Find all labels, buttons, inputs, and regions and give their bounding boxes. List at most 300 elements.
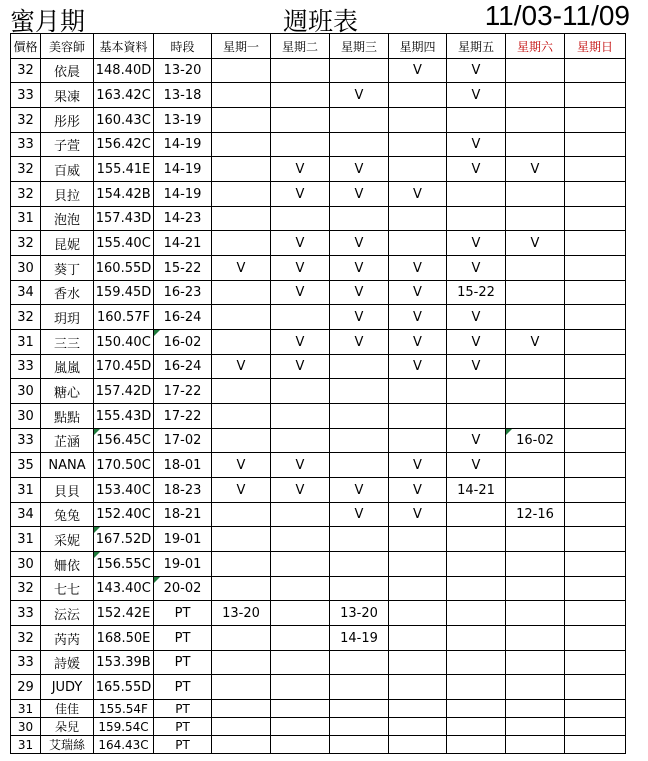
cell-sat bbox=[506, 453, 565, 478]
cell-price: 33 bbox=[11, 601, 41, 626]
cell-profile: 150.40C bbox=[94, 330, 154, 355]
table-row bbox=[11, 700, 626, 718]
cell-sun bbox=[565, 379, 626, 404]
cell-thu bbox=[389, 718, 447, 736]
cell-fri bbox=[447, 527, 506, 552]
cell-shift: 16-23 bbox=[154, 281, 212, 305]
table-row bbox=[11, 182, 626, 207]
cell-profile: 157.43D bbox=[94, 207, 154, 231]
table-row bbox=[11, 552, 626, 577]
cell-shift: 16-24 bbox=[154, 355, 212, 379]
cell-stylist: 香水 bbox=[41, 281, 94, 305]
cell-stylist: 果凍 bbox=[41, 83, 94, 108]
cell-shift: 14-21 bbox=[154, 231, 212, 256]
cell-stylist: 葵丁 bbox=[41, 256, 94, 281]
cell-tue bbox=[271, 651, 330, 675]
cell-stylist: 三三 bbox=[41, 330, 94, 355]
cell-sat bbox=[506, 355, 565, 379]
cell-mon bbox=[212, 651, 271, 675]
cell-mon bbox=[212, 527, 271, 552]
cell-wed: V bbox=[330, 330, 389, 355]
cell-fri: V bbox=[447, 453, 506, 478]
cell-thu bbox=[389, 700, 447, 718]
cell-profile: 170.45D bbox=[94, 355, 154, 379]
cell-wed: V bbox=[330, 281, 389, 305]
column-header-tue: 星期二 bbox=[271, 34, 330, 59]
cell-wed bbox=[330, 404, 389, 429]
cell-price: 32 bbox=[11, 305, 41, 330]
cell-price: 30 bbox=[11, 552, 41, 577]
cell-stylist: 兔兔 bbox=[41, 503, 94, 527]
cell-thu bbox=[389, 626, 447, 651]
cell-stylist: 昆妮 bbox=[41, 231, 94, 256]
cell-sun bbox=[565, 552, 626, 577]
cell-mon bbox=[212, 577, 271, 601]
cell-fri bbox=[447, 577, 506, 601]
cell-price: 30 bbox=[11, 404, 41, 429]
cell-tue: V bbox=[271, 157, 330, 182]
cell-mon: 13-20 bbox=[212, 601, 271, 626]
cell-tue bbox=[271, 503, 330, 527]
cell-tue bbox=[271, 577, 330, 601]
cell-mon bbox=[212, 133, 271, 157]
cell-tue bbox=[271, 675, 330, 700]
cell-profile: 153.40C bbox=[94, 478, 154, 503]
cell-price: 32 bbox=[11, 157, 41, 182]
cell-price: 33 bbox=[11, 651, 41, 675]
cell-thu: V bbox=[389, 478, 447, 503]
cell-fri: 14-21 bbox=[447, 478, 506, 503]
cell-shift: 17-22 bbox=[154, 379, 212, 404]
cell-stylist: 糖心 bbox=[41, 379, 94, 404]
cell-sat bbox=[506, 59, 565, 83]
cell-profile: 155.41E bbox=[94, 157, 154, 182]
cell-fri: V bbox=[447, 429, 506, 453]
cell-tue: V bbox=[271, 453, 330, 478]
cell-stylist: 彤彤 bbox=[41, 108, 94, 133]
cell-stylist: JUDY bbox=[41, 675, 94, 700]
column-header-sat: 星期六 bbox=[506, 34, 565, 59]
cell-profile: 155.54F bbox=[94, 700, 154, 718]
cell-mon: V bbox=[212, 355, 271, 379]
table-row bbox=[11, 718, 626, 736]
cell-shift: 18-21 bbox=[154, 503, 212, 527]
cell-sun bbox=[565, 651, 626, 675]
cell-sun bbox=[565, 83, 626, 108]
cell-thu bbox=[389, 429, 447, 453]
cell-sun bbox=[565, 305, 626, 330]
cell-stylist: 佳佳 bbox=[41, 700, 94, 718]
cell-fri bbox=[447, 182, 506, 207]
cell-thu bbox=[389, 83, 447, 108]
cell-mon bbox=[212, 552, 271, 577]
cell-sun bbox=[565, 626, 626, 651]
cell-profile: 165.55D bbox=[94, 675, 154, 700]
cell-mon bbox=[212, 718, 271, 736]
cell-sun bbox=[565, 207, 626, 231]
column-header-stylist: 美容師 bbox=[41, 34, 94, 59]
cell-wed: V bbox=[330, 157, 389, 182]
cell-shift: 15-22 bbox=[154, 256, 212, 281]
cell-sun bbox=[565, 736, 626, 754]
cell-sat bbox=[506, 718, 565, 736]
cell-sat bbox=[506, 108, 565, 133]
cell-shift: PT bbox=[154, 651, 212, 675]
cell-profile: 155.43D bbox=[94, 404, 154, 429]
cell-mon bbox=[212, 675, 271, 700]
cell-thu bbox=[389, 736, 447, 754]
cell-wed: V bbox=[330, 478, 389, 503]
cell-price: 34 bbox=[11, 281, 41, 305]
cell-tue bbox=[271, 718, 330, 736]
cell-mon bbox=[212, 626, 271, 651]
table-row bbox=[11, 59, 626, 83]
cell-price: 32 bbox=[11, 231, 41, 256]
cell-fri: V bbox=[447, 59, 506, 83]
column-header-profile: 基本資料 bbox=[94, 34, 154, 59]
cell-sat bbox=[506, 256, 565, 281]
week-range: 11/03-11/09 bbox=[484, 0, 630, 31]
cell-stylist: 采妮 bbox=[41, 527, 94, 552]
cell-wed bbox=[330, 552, 389, 577]
cell-sun bbox=[565, 527, 626, 552]
cell-thu bbox=[389, 675, 447, 700]
cell-stylist: 嵐嵐 bbox=[41, 355, 94, 379]
cell-tue bbox=[271, 626, 330, 651]
table-row bbox=[11, 207, 626, 231]
table-row bbox=[11, 256, 626, 281]
table-row bbox=[11, 626, 626, 651]
cell-sat bbox=[506, 281, 565, 305]
cell-wed: 14-19 bbox=[330, 626, 389, 651]
table-row bbox=[11, 157, 626, 182]
cell-tue: V bbox=[271, 355, 330, 379]
cell-wed bbox=[330, 355, 389, 379]
cell-thu: V bbox=[389, 182, 447, 207]
cell-shift: 18-01 bbox=[154, 453, 212, 478]
table-row bbox=[11, 83, 626, 108]
cell-price: 34 bbox=[11, 503, 41, 527]
cell-fri bbox=[447, 700, 506, 718]
cell-sat bbox=[506, 736, 565, 754]
cell-mon bbox=[212, 330, 271, 355]
cell-shift: 14-23 bbox=[154, 207, 212, 231]
cell-sat bbox=[506, 404, 565, 429]
column-header-row bbox=[11, 34, 626, 59]
cell-stylist: 朵兒 bbox=[41, 718, 94, 736]
cell-sun bbox=[565, 718, 626, 736]
table-row bbox=[11, 281, 626, 305]
cell-price: 33 bbox=[11, 355, 41, 379]
cell-wed bbox=[330, 59, 389, 83]
cell-price: 32 bbox=[11, 626, 41, 651]
cell-sat bbox=[506, 207, 565, 231]
cell-thu bbox=[389, 601, 447, 626]
cell-shift: PT bbox=[154, 626, 212, 651]
cell-tue: V bbox=[271, 231, 330, 256]
cell-sun bbox=[565, 59, 626, 83]
cell-fri: V bbox=[447, 133, 506, 157]
cell-thu: V bbox=[389, 330, 447, 355]
cell-price: 31 bbox=[11, 700, 41, 718]
cell-mon bbox=[212, 108, 271, 133]
cell-mon bbox=[212, 182, 271, 207]
cell-wed bbox=[330, 133, 389, 157]
table-row bbox=[11, 675, 626, 700]
cell-price: 30 bbox=[11, 718, 41, 736]
cell-sat: V bbox=[506, 157, 565, 182]
cell-profile: 152.40C bbox=[94, 503, 154, 527]
cell-sat bbox=[506, 527, 565, 552]
cell-tue bbox=[271, 552, 330, 577]
cell-mon bbox=[212, 281, 271, 305]
table-row bbox=[11, 453, 626, 478]
cell-stylist: 七七 bbox=[41, 577, 94, 601]
cell-wed bbox=[330, 700, 389, 718]
cell-tue bbox=[271, 601, 330, 626]
cell-fri: V bbox=[447, 330, 506, 355]
table-row bbox=[11, 601, 626, 626]
table-row bbox=[11, 404, 626, 429]
cell-stylist: 依晨 bbox=[41, 59, 94, 83]
cell-profile: 152.42E bbox=[94, 601, 154, 626]
cell-sun bbox=[565, 700, 626, 718]
cell-fri bbox=[447, 718, 506, 736]
cell-fri bbox=[447, 503, 506, 527]
cell-sun bbox=[565, 108, 626, 133]
table-row bbox=[11, 527, 626, 552]
cell-fri bbox=[447, 207, 506, 231]
cell-wed bbox=[330, 675, 389, 700]
cell-wed: 13-20 bbox=[330, 601, 389, 626]
cell-fri: V bbox=[447, 231, 506, 256]
cell-profile: 154.42B bbox=[94, 182, 154, 207]
cell-wed bbox=[330, 577, 389, 601]
cell-sat: 12-16 bbox=[506, 503, 565, 527]
cell-thu bbox=[389, 404, 447, 429]
cell-thu bbox=[389, 133, 447, 157]
cell-stylist: 子萱 bbox=[41, 133, 94, 157]
cell-mon: V bbox=[212, 453, 271, 478]
cell-fri: V bbox=[447, 305, 506, 330]
cell-price: 32 bbox=[11, 59, 41, 83]
cell-shift: 20-02 bbox=[154, 577, 212, 601]
cell-tue bbox=[271, 700, 330, 718]
table-row bbox=[11, 330, 626, 355]
cell-fri bbox=[447, 651, 506, 675]
cell-mon bbox=[212, 429, 271, 453]
cell-profile: 156.45C bbox=[94, 429, 154, 453]
cell-tue bbox=[271, 83, 330, 108]
cell-mon bbox=[212, 231, 271, 256]
cell-fri bbox=[447, 404, 506, 429]
cell-shift: 14-19 bbox=[154, 133, 212, 157]
cell-wed bbox=[330, 651, 389, 675]
cell-thu: V bbox=[389, 256, 447, 281]
cell-wed bbox=[330, 718, 389, 736]
cell-shift: PT bbox=[154, 736, 212, 754]
column-header-shift: 時段 bbox=[154, 34, 212, 59]
cell-stylist: 貝貝 bbox=[41, 478, 94, 503]
cell-tue bbox=[271, 404, 330, 429]
cell-sun bbox=[565, 429, 626, 453]
cell-mon bbox=[212, 59, 271, 83]
cell-price: 32 bbox=[11, 577, 41, 601]
table-row bbox=[11, 379, 626, 404]
cell-wed bbox=[330, 736, 389, 754]
cell-stylist: 百威 bbox=[41, 157, 94, 182]
cell-sat: V bbox=[506, 330, 565, 355]
cell-tue: V bbox=[271, 330, 330, 355]
cell-thu: V bbox=[389, 503, 447, 527]
cell-wed bbox=[330, 527, 389, 552]
cell-price: 31 bbox=[11, 527, 41, 552]
cell-stylist: 玥玥 bbox=[41, 305, 94, 330]
cell-fri bbox=[447, 601, 506, 626]
cell-fri bbox=[447, 736, 506, 754]
page-title: 週班表 bbox=[283, 7, 359, 36]
cell-profile: 167.52D bbox=[94, 527, 154, 552]
cell-sat bbox=[506, 83, 565, 108]
cell-sat bbox=[506, 552, 565, 577]
cell-shift: 14-19 bbox=[154, 182, 212, 207]
cell-shift: 16-02 bbox=[154, 330, 212, 355]
cell-sun bbox=[565, 355, 626, 379]
cell-price: 31 bbox=[11, 478, 41, 503]
cell-tue: V bbox=[271, 478, 330, 503]
cell-thu: V bbox=[389, 355, 447, 379]
cell-shift: 17-22 bbox=[154, 404, 212, 429]
column-header-thu: 星期四 bbox=[389, 34, 447, 59]
cell-mon bbox=[212, 305, 271, 330]
cell-thu bbox=[389, 108, 447, 133]
cell-sun bbox=[565, 478, 626, 503]
cell-profile: 155.40C bbox=[94, 231, 154, 256]
cell-thu bbox=[389, 379, 447, 404]
cell-tue bbox=[271, 108, 330, 133]
cell-thu: V bbox=[389, 305, 447, 330]
cell-tue: V bbox=[271, 256, 330, 281]
cell-price: 33 bbox=[11, 83, 41, 108]
brand-name: 蜜月期 bbox=[10, 7, 86, 36]
cell-price: 29 bbox=[11, 675, 41, 700]
cell-tue bbox=[271, 305, 330, 330]
cell-shift: 19-01 bbox=[154, 527, 212, 552]
cell-sat bbox=[506, 675, 565, 700]
cell-fri bbox=[447, 108, 506, 133]
column-header-sun: 星期日 bbox=[565, 34, 626, 59]
cell-profile: 159.54C bbox=[94, 718, 154, 736]
cell-sun bbox=[565, 601, 626, 626]
cell-price: 31 bbox=[11, 330, 41, 355]
cell-stylist: 芷涵 bbox=[41, 429, 94, 453]
cell-price: 33 bbox=[11, 429, 41, 453]
cell-sat bbox=[506, 182, 565, 207]
cell-sun bbox=[565, 182, 626, 207]
cell-shift: 13-20 bbox=[154, 59, 212, 83]
cell-stylist: 泡泡 bbox=[41, 207, 94, 231]
cell-tue bbox=[271, 736, 330, 754]
cell-tue bbox=[271, 207, 330, 231]
cell-stylist: NANA bbox=[41, 453, 94, 478]
cell-wed: V bbox=[330, 83, 389, 108]
cell-fri bbox=[447, 379, 506, 404]
cell-sun bbox=[565, 256, 626, 281]
cell-price: 30 bbox=[11, 379, 41, 404]
cell-shift: PT bbox=[154, 601, 212, 626]
cell-fri: V bbox=[447, 256, 506, 281]
cell-wed: V bbox=[330, 503, 389, 527]
cell-sun bbox=[565, 404, 626, 429]
cell-tue: V bbox=[271, 182, 330, 207]
cell-sat: V bbox=[506, 231, 565, 256]
cell-sat bbox=[506, 478, 565, 503]
cell-price: 33 bbox=[11, 133, 41, 157]
cell-profile: 156.42C bbox=[94, 133, 154, 157]
cell-mon: V bbox=[212, 478, 271, 503]
cell-profile: 160.57F bbox=[94, 305, 154, 330]
cell-sun bbox=[565, 503, 626, 527]
cell-stylist: 姍依 bbox=[41, 552, 94, 577]
cell-mon bbox=[212, 157, 271, 182]
cell-profile: 160.55D bbox=[94, 256, 154, 281]
cell-shift: 18-23 bbox=[154, 478, 212, 503]
schedule-header bbox=[0, 0, 648, 36]
table-row bbox=[11, 355, 626, 379]
cell-sat bbox=[506, 379, 565, 404]
cell-wed: V bbox=[330, 305, 389, 330]
table-row bbox=[11, 429, 626, 453]
cell-profile: 153.39B bbox=[94, 651, 154, 675]
table-row bbox=[11, 736, 626, 754]
cell-shift: 14-19 bbox=[154, 157, 212, 182]
cell-tue bbox=[271, 429, 330, 453]
cell-price: 31 bbox=[11, 207, 41, 231]
cell-sun bbox=[565, 453, 626, 478]
column-header-price: 價格 bbox=[11, 34, 41, 59]
cell-sun bbox=[565, 281, 626, 305]
cell-mon: V bbox=[212, 256, 271, 281]
cell-sun bbox=[565, 231, 626, 256]
cell-shift: 13-19 bbox=[154, 108, 212, 133]
cell-shift: 19-01 bbox=[154, 552, 212, 577]
cell-thu bbox=[389, 207, 447, 231]
cell-thu: V bbox=[389, 59, 447, 83]
cell-stylist: 點點 bbox=[41, 404, 94, 429]
cell-tue bbox=[271, 133, 330, 157]
cell-thu: V bbox=[389, 281, 447, 305]
cell-profile: 148.40D bbox=[94, 59, 154, 83]
column-header-mon: 星期一 bbox=[212, 34, 271, 59]
cell-sun bbox=[565, 330, 626, 355]
cell-sun bbox=[565, 675, 626, 700]
cell-profile: 170.50C bbox=[94, 453, 154, 478]
cell-shift: PT bbox=[154, 718, 212, 736]
cell-thu bbox=[389, 231, 447, 256]
cell-fri bbox=[447, 552, 506, 577]
cell-shift: 13-18 bbox=[154, 83, 212, 108]
table-row bbox=[11, 305, 626, 330]
cell-shift: PT bbox=[154, 675, 212, 700]
table-row bbox=[11, 478, 626, 503]
cell-stylist: 艾瑞絲 bbox=[41, 736, 94, 754]
cell-price: 30 bbox=[11, 256, 41, 281]
cell-sun bbox=[565, 133, 626, 157]
column-header-wed: 星期三 bbox=[330, 34, 389, 59]
cell-fri: V bbox=[447, 83, 506, 108]
table-row bbox=[11, 651, 626, 675]
cell-fri bbox=[447, 675, 506, 700]
